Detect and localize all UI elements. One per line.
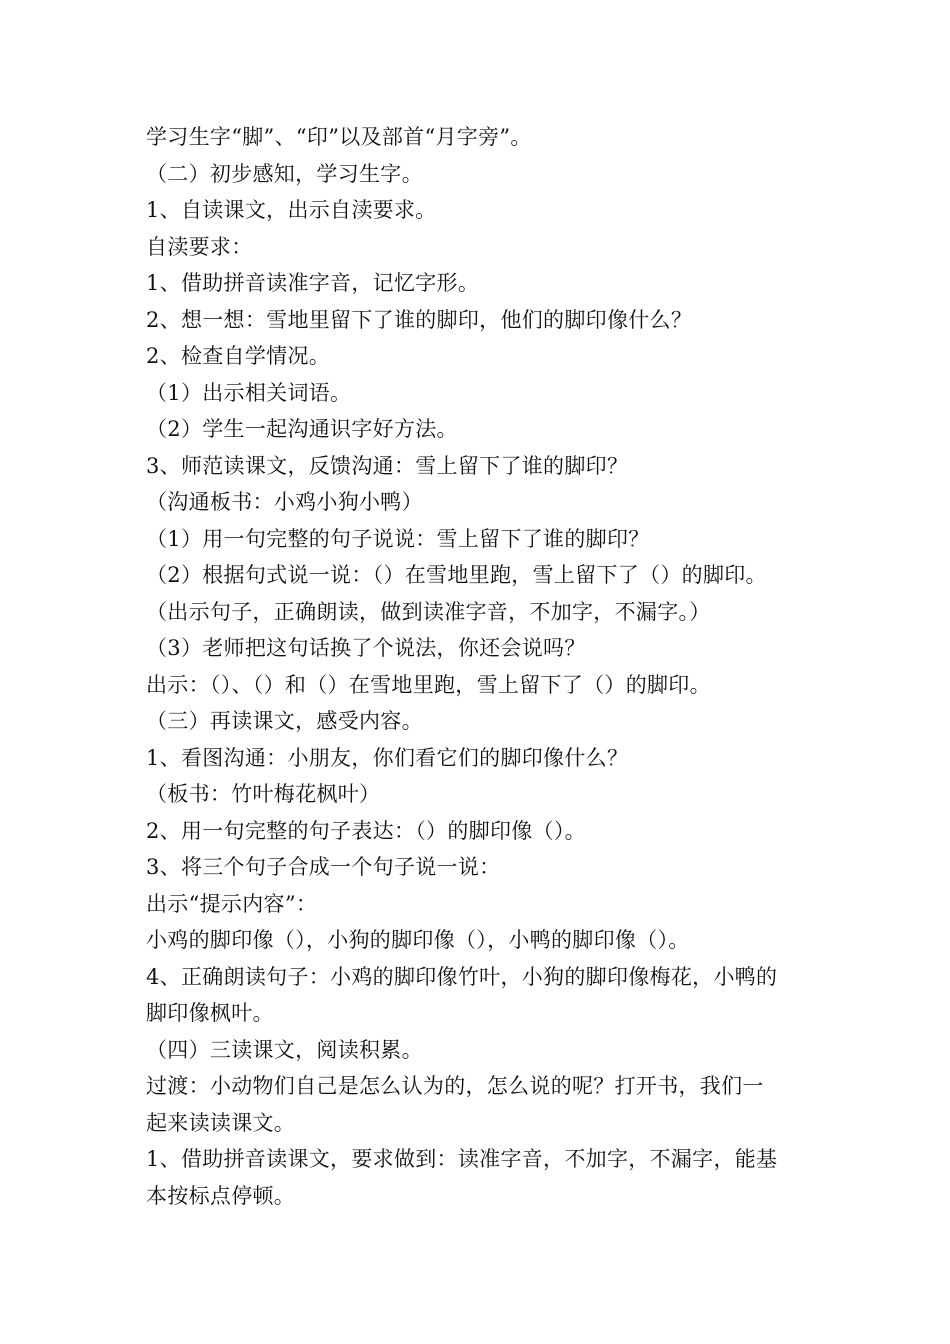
section-heading: （三）再读课文，感受内容。 — [146, 709, 423, 733]
text-line: 2、检查自学情况。 — [146, 344, 331, 368]
text-line: 脚印像枫叶。 — [146, 1001, 274, 1025]
section-heading: （四）三读课文，阅读积累。 — [146, 1037, 423, 1062]
text-line: 2、用一句完整的句子表达：（）的脚印像（）。 — [146, 818, 586, 843]
section-heading: （二）初步感知，学习生字。 — [146, 161, 423, 186]
document-body — [146, 119, 816, 1214]
text-line: 4、正确朗读句子：小鸡的脚印像竹叶，小狗的脚印像梅花，小鸭的 — [146, 964, 778, 989]
text-line: 3、师范读课文，反馈沟通：雪上留下了谁的脚印？ — [146, 453, 629, 478]
text-line: 3、将三个句子合成一个句子说一说： — [146, 855, 501, 879]
text-line: 小鸡的脚印像（），小狗的脚印像（），小鸭的脚印像（）。 — [146, 928, 690, 952]
text-line: （板书：竹叶梅花枫叶） — [146, 782, 381, 806]
text-line: 本按标点停顿。 — [146, 1183, 296, 1208]
text-line: 出示“提示内容”： — [146, 891, 318, 916]
text-line: 学习生字“脚”、“印”以及部首“月字旁”。 — [146, 125, 532, 149]
text-line: 自渎要求： — [146, 234, 253, 259]
text-line: 1、自读课文，出示自渎要求。 — [146, 198, 437, 222]
text-line: （沟通板书：小鸡小狗小鸭） — [146, 490, 423, 514]
text-line: （2）根据句式说一说：（）在雪地里跑，雪上留下了（）的脚印。 — [146, 563, 767, 587]
text-line: （出示句子，正确朗读，做到读准字音，不加字，不漏字。） — [146, 599, 711, 624]
text-line: 过渡：小动物们自己是怎么认为的，怎么说的呢？打开书，我们一 — [146, 1074, 764, 1098]
text-line: 出示：（）、（）和（）在雪地里跑，雪上留下了（）的脚印。 — [146, 672, 711, 697]
text-line: 起来读读课文。 — [146, 1110, 296, 1135]
text-line: 1、借助拼音读课文，要求做到：读准字音，不加字，不漏字，能基 — [146, 1147, 778, 1171]
text-line: （2）学生一起沟通识字好方法。 — [146, 417, 458, 441]
text-line: （1）出示相关词语。 — [146, 380, 352, 405]
text-line: （3）老师把这句话换了个说法，你还会说吗？ — [146, 636, 586, 660]
text-line: 1、看图沟通：小朋友，你们看它们的脚印像什么？ — [146, 745, 629, 770]
text-line: 2、想一想：雪地里留下了谁的脚印，他们的脚印像什么？ — [146, 307, 693, 332]
text-line: （1）用一句完整的句子说说：雪上留下了谁的脚印？ — [146, 526, 650, 551]
text-line: 1、借助拼音读准字音，记忆字形。 — [146, 271, 480, 295]
